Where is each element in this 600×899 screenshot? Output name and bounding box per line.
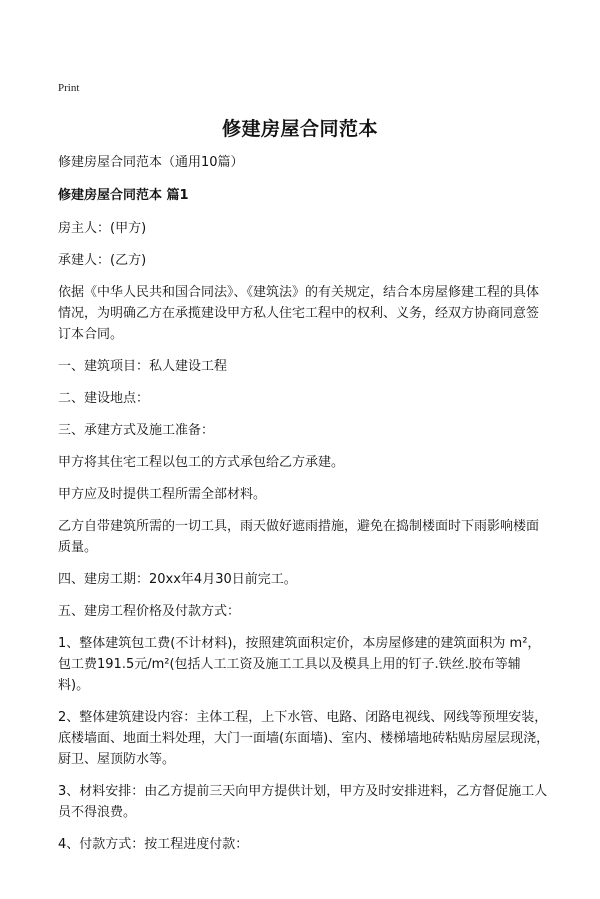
- section-heading: 修建房屋合同范本 篇1: [58, 188, 189, 203]
- paragraph-price-3: 3、材料安排：由乙方提前三天向甲方提供计划，甲方及时安排进料，乙方督促施工人员不得浪费。: [58, 784, 548, 820]
- paragraph-method: 三、承建方式及施工准备：: [58, 423, 215, 438]
- paragraph-method-contract: 甲方将其住宅工程以包工的方式承包给乙方承建。: [58, 455, 345, 470]
- print-label: Print: [58, 82, 80, 94]
- document-body: [58, 152, 550, 866]
- paragraph-preamble: 依据《中华人民共和国合同法》、《建筑法》的有关规定，结合本房屋修建工程的具体情况，为明确乙方在承揽建设甲方私人住宅工程中的权利、义务，经双方协商同意签订本合同。: [58, 285, 540, 342]
- paragraph-schedule: 四、建房工期：20xx年4月30日前完工。: [58, 572, 297, 587]
- paragraph-price-2: 2、整体建筑建设内容：主体工程，上下水管、电路、闭路电视线、网线等预埋安装，底楼墙面、地面土料处理，大门一面墙(东面墙)、室内、楼梯墙地砖粘贴房屋层现浇，厨卫、屋顶防水等。: [58, 710, 550, 767]
- paragraph-method-materials: 甲方应及时提供工程所需全部材料。: [58, 487, 267, 502]
- paragraph-price-heading: 五、建房工程价格及付款方式：: [58, 604, 241, 619]
- paragraph-price-1: 1、整体建筑包工费(不计材料)，按照建筑面积定价，本房屋修建的建筑面积为 m²，包工费191.5元/m²(包括人工工资及施工工具以及模具上用的钉子.铁丝.胶布等辅料)。: [58, 636, 541, 693]
- document-title: 修建房屋合同范本: [221, 118, 378, 140]
- document-subtitle: 修建房屋合同范本（通用10篇）: [58, 155, 244, 170]
- paragraph-contractor: 承建人：(乙方): [58, 253, 147, 268]
- paragraph-project: 一、建筑项目：私人建设工程: [58, 359, 228, 374]
- paragraph-method-tools: 乙方自带建筑所需的一切工具，雨天做好遮雨措施，避免在捣制楼面时下雨影响楼面质量。: [58, 519, 540, 555]
- paragraph-price-4: 4、付款方式：按工程进度付款：: [58, 837, 249, 852]
- paragraph-owner: 房主人：(甲方): [58, 221, 147, 236]
- paragraph-location: 二、建设地点：: [58, 391, 150, 406]
